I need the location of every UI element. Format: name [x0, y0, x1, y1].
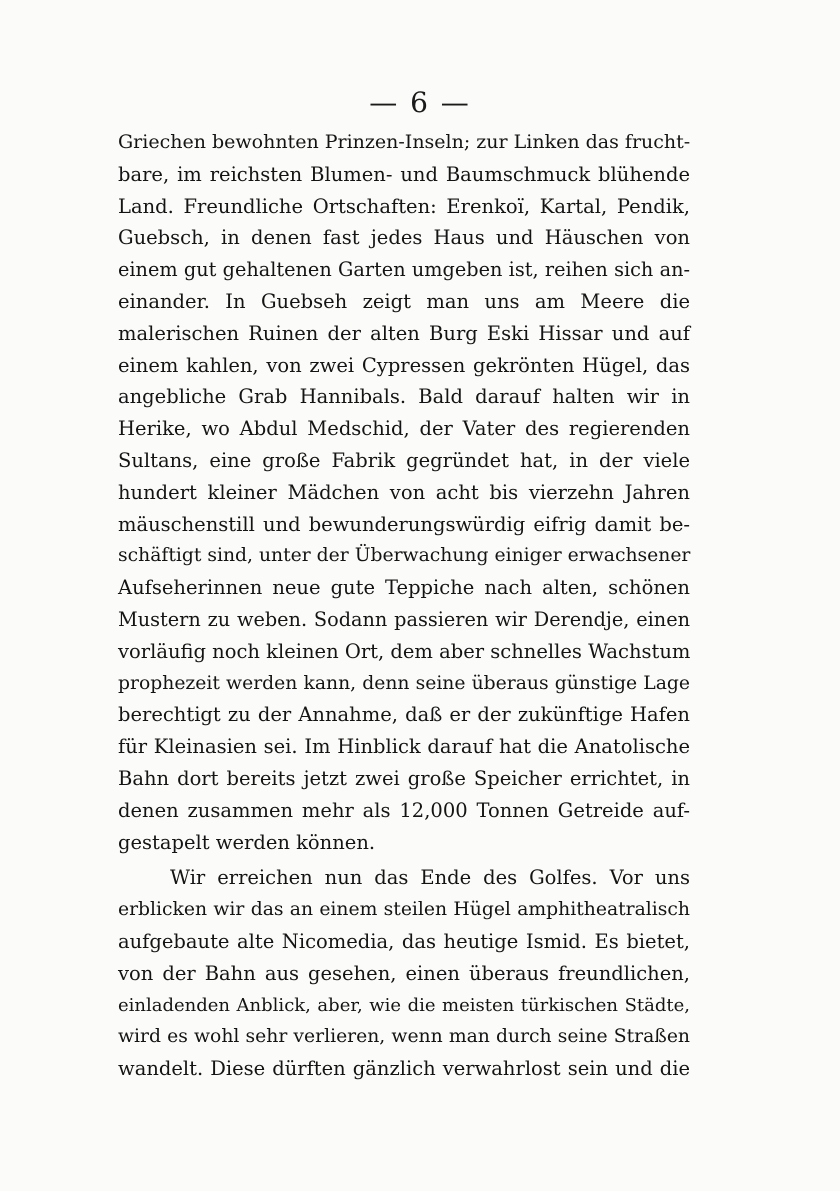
- text-line: erblicken wir das an einem steilen Hügel amphitheatralisch: [118, 899, 690, 921]
- text-line: Herike, wo Abdul Medschid, der Vater des regierenden: [118, 417, 690, 441]
- text-line: denen zusammen mehr als 12,000 Tonnen Getreide auf-: [118, 798, 690, 822]
- text-line: für Kleinasien sei. Im Hinblick darauf hat die Anatolische: [118, 735, 690, 759]
- text-line: Sultans, eine große Fabrik gegründet hat, in der viele: [118, 448, 690, 472]
- text-line: hundert kleiner Mädchen von acht bis vierzehn Jahren: [118, 480, 690, 504]
- text-line: wandelt. Diese dürften gänzlich verwahrlost sein und die: [118, 1057, 690, 1081]
- text-line: prophezeit werden kann, denn seine überaus günstige Lage: [118, 672, 690, 694]
- text-line: einladenden Anblick, aber, wie die meisten türkischen Städte,: [118, 994, 690, 1016]
- body-text: [118, 127, 690, 1085]
- paragraph-2: [118, 862, 690, 1085]
- text-line: aufgebaute alte Nicomedia, das heutige Ismid. Es bietet,: [118, 929, 690, 953]
- text-line: angebliche Grab Hannibals. Bald darauf halten wir in: [118, 385, 690, 409]
- text-line: gestapelt werden können.: [118, 830, 376, 854]
- text-line: von der Bahn aus gesehen, einen überaus freundlichen,: [118, 961, 690, 985]
- text-line: Guebsch, in denen fast jedes Haus und Häuschen von: [118, 226, 690, 250]
- text-line: vorläufig noch kleinen Ort, dem aber schnelles Wachstum: [118, 639, 691, 663]
- text-line: einem kahlen, von zwei Cypressen gekrönten Hügel, das: [118, 353, 690, 377]
- text-line: einander. In Guebseh zeigt man uns am Meere die: [118, 289, 690, 313]
- text-line: Bahn dort bereits jetzt zwei große Speicher errichtet, in: [118, 766, 690, 790]
- text-line: berechtigt zu der Annahme, daß er der zukünftige Hafen: [118, 703, 690, 727]
- text-line: wird es wohl sehr verlieren, wenn man durch seine Straßen: [118, 1026, 690, 1048]
- text-line: Land. Freundliche Ortschaften: Erenkoï, Kartal, Pendik,: [118, 194, 690, 218]
- paragraph-1: [118, 127, 690, 858]
- text-line: mäuschenstill und bewunderungswürdig eifrig damit be-: [118, 512, 690, 536]
- text-line: Wir erreichen nun das Ende des Golfes. Vor uns: [170, 866, 690, 890]
- text-line: Aufseherinnen neue gute Teppiche nach alten, schönen: [118, 576, 690, 600]
- text-line: malerischen Ruinen der alten Burg Eski Hissar und auf: [118, 321, 690, 345]
- text-line: einem gut gehaltenen Garten umgeben ist, reihen sich an-: [118, 258, 690, 282]
- page-number: — 6 —: [369, 86, 471, 119]
- text-line: bare, im reichsten Blumen- und Baumschmuck blühende: [118, 162, 690, 186]
- text-line: Griechen bewohnten Prinzen-Inseln; zur Linken das frucht-: [118, 131, 691, 153]
- text-line: Mustern zu weben. Sodann passieren wir Derendje, einen: [118, 607, 690, 631]
- text-line: schäftigt sind, unter der Überwachung einiger erwachsener: [118, 545, 691, 567]
